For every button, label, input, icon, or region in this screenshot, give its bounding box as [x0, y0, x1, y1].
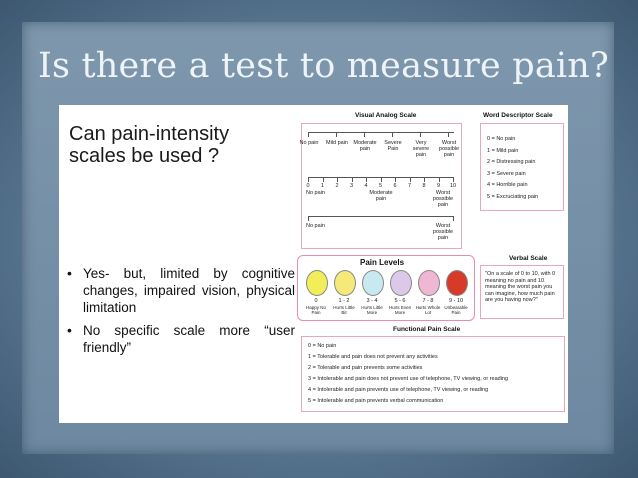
fps-item: 5 = Intolerable and pain prevents verbal communication — [308, 398, 444, 405]
vas-tick — [308, 177, 309, 182]
face-icon — [446, 270, 468, 296]
vas-number: 7 — [407, 183, 412, 189]
wds-item: 2 = Distressing pain — [487, 159, 536, 165]
vas-number: 9 — [436, 183, 441, 189]
face-range: 1 - 2 — [338, 298, 350, 304]
vas-tick — [308, 216, 309, 221]
vas-tick — [392, 132, 393, 137]
visual-analog-scale — [301, 123, 462, 249]
functional-pain-scale — [301, 336, 565, 412]
vas-tick — [323, 177, 324, 182]
vas-tick — [395, 177, 396, 182]
face-caption: Happy No Pain — [305, 305, 326, 315]
face-caption: Hurts Whole Lot — [415, 305, 441, 315]
bullet-item — [67, 265, 295, 316]
vas-row1-label: Moderate pain — [353, 140, 377, 152]
face-icon — [390, 270, 412, 296]
vas-tick — [381, 177, 382, 182]
slide-title: Is there a test to measure pain? — [38, 46, 609, 86]
verbal-title: Verbal Scale — [509, 255, 548, 262]
wds-item: 0 = No pain — [487, 136, 516, 142]
face-caption: Hurts Little More — [361, 305, 383, 315]
face-range: 7 - 8 — [422, 298, 434, 304]
face-caption: Hurts Even More — [388, 305, 412, 315]
bullet-icon: • — [67, 265, 72, 281]
face-caption: Hurts Little Bit — [333, 305, 355, 315]
wds-item: 1 = Mild pain — [487, 147, 519, 154]
vas-title: Visual Analog Scale — [355, 112, 417, 119]
fps-title: Functional Pain Scale — [393, 326, 461, 333]
face-caption: Unbearable Pain — [444, 305, 468, 315]
subtitle: Can pain-intensity scales be used ? — [69, 123, 230, 167]
bullet-item — [67, 322, 295, 356]
vas-number: 6 — [393, 183, 397, 189]
vas-number: 4 — [364, 183, 368, 189]
pain-levels-title: Pain Levels — [360, 258, 405, 267]
face-icon — [306, 270, 328, 296]
fps-item: 0 = No pain — [308, 343, 337, 349]
fps-list — [308, 343, 508, 410]
face-range: 3 - 4 — [366, 298, 378, 304]
vas-tick — [453, 216, 454, 221]
face-range: 9 - 10 — [448, 298, 464, 304]
face-icon — [418, 270, 440, 296]
vas-tick — [308, 132, 309, 137]
verbal-text: "On a scale of 0 to 10, with 0 meaning no pain and 10 meaning the worst pain you can imagine, how much pain are you having now?" — [485, 271, 556, 303]
vas-tick — [366, 177, 367, 182]
pain-levels — [297, 255, 475, 321]
vas-tick — [364, 132, 365, 137]
vas-number: 5 — [378, 183, 383, 189]
vas-row2-mid: Moderate pain — [369, 190, 393, 202]
vas-row2-right: Worst possible pain — [432, 190, 454, 208]
vas-line — [308, 132, 454, 133]
wds-item: 3 = Severe pain — [487, 170, 526, 177]
vas-row3-left: No pain — [306, 223, 325, 229]
fps-item: 2 = Tolerable and pain prevents some activities — [308, 365, 423, 372]
bullet-list — [67, 265, 295, 362]
wds-title: Word Descriptor Scale — [483, 112, 553, 119]
vas-tick — [410, 177, 411, 182]
vas-row1-label: Severe Pain — [384, 140, 402, 152]
vas-tick — [448, 132, 449, 137]
bullet-text: No specific scale more “user friendly” — [83, 323, 295, 355]
fps-item: 4 = Intolerable and pain prevents use of telephone, TV viewing, or reading — [308, 387, 489, 394]
vas-tick — [439, 177, 440, 182]
verbal-scale — [480, 265, 564, 319]
face-icon — [334, 270, 356, 296]
vas-row2-left: No pain — [306, 190, 325, 196]
vas-tick — [420, 132, 421, 137]
word-descriptor-scale — [480, 123, 564, 211]
fps-item: 3 = Intolerable and pain does not prevent use of telephone, TV viewing, or reading — [308, 376, 509, 383]
content-panel — [59, 105, 568, 423]
wds-item: 5 = Excruciating pain — [487, 193, 539, 200]
bullet-text: Yes- but, limited by cognitive changes, impaired vision, physical limitation — [83, 266, 295, 315]
vas-line — [308, 216, 454, 217]
vas-row1-label: Very severe pain — [412, 140, 430, 158]
wds-item: 4 = Horrible pain — [487, 182, 528, 188]
vas-row1-label: Mild pain — [325, 140, 348, 146]
vas-number: 3 — [349, 183, 354, 189]
vas-tick — [424, 177, 425, 182]
vas-row3-right: Worst possible pain — [432, 223, 454, 241]
vas-tick — [352, 177, 353, 182]
face-range: 0 — [314, 298, 318, 304]
face-range: 5 - 6 — [394, 298, 406, 304]
vas-number: 1 — [320, 183, 325, 189]
vas-tick — [336, 132, 337, 137]
fps-item: 1 = Tolerable and pain does not prevent any activities — [308, 354, 438, 361]
bullet-icon: • — [67, 322, 72, 338]
face-icon — [362, 270, 384, 296]
vas-tick — [453, 177, 454, 182]
wds-list — [487, 136, 538, 205]
vas-tick — [337, 177, 338, 182]
vas-row1-label: No pain — [299, 140, 319, 146]
vas-number: 0 — [306, 183, 310, 189]
vas-number: 10 — [449, 183, 457, 189]
vas-number: 2 — [335, 183, 339, 189]
vas-row1-label: Worst possible pain — [438, 140, 460, 158]
vas-number: 8 — [422, 183, 426, 189]
